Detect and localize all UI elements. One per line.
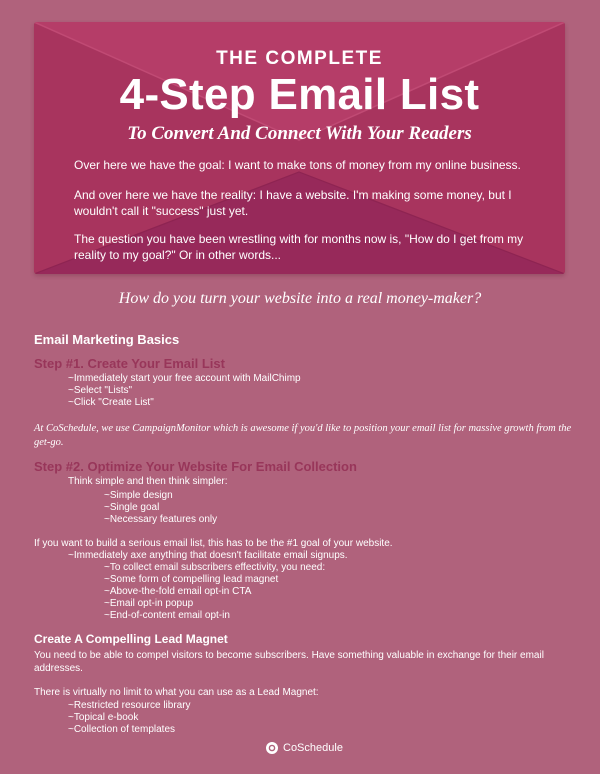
lead-magnet-limit: There is virtually no limit to what you can use as a Lead Magnet: xyxy=(34,687,319,698)
step2-goal: If you want to build a serious email list, this has to be the #1 goal of your website. xyxy=(34,538,393,549)
list-item: ~Single goal xyxy=(104,502,160,513)
step2-intro: Think simple and then think simpler: xyxy=(68,476,228,487)
intro-paragraph-goal: Over here we have the goal: I want to make tons of money from my online business. xyxy=(74,158,521,172)
step2-title: Step #2. Optimize Your Website For Email Collection xyxy=(34,459,357,474)
list-item: ~Restricted resource library xyxy=(68,700,191,711)
main-question: How do you turn your website into a real money-maker? xyxy=(118,290,482,307)
page-title: 4-Step Email List xyxy=(119,70,480,119)
list-item: ~Collection of templates xyxy=(68,724,176,735)
intro-paragraph-question: The question you have been wrestling with for months now is, "How do I get from my reality to my goal?" Or in other words... xyxy=(74,232,524,262)
brand-footer xyxy=(266,742,343,754)
coschedule-logo-icon xyxy=(266,742,278,754)
brand-name: CoSchedule xyxy=(283,742,343,754)
list-item: ~Click "Create List" xyxy=(68,397,154,408)
step2-axe: ~Immediately axe anything that doesn't facilitate email signups. xyxy=(68,550,348,561)
step2-collect: ~To collect email subscribers effectivity, you need: xyxy=(104,562,326,573)
list-item: ~End-of-content email opt-in xyxy=(104,610,230,621)
list-item: ~Necessary features only xyxy=(104,514,218,525)
list-item: ~Select "Lists" xyxy=(68,385,133,396)
list-item: ~Simple design xyxy=(104,490,173,501)
step1-note: At CoSchedule, we use CampaignMonitor which is awesome if you'd like to position your email list for massive growth from the get-go. xyxy=(34,423,572,448)
step1-title: Step #1. Create Your Email List xyxy=(34,356,225,371)
page-subtitle: To Convert And Connect With Your Readers xyxy=(127,123,472,144)
intro-paragraph-reality: And over here we have the reality: I have a website. I'm making some money, but I wouldn't call it "success" just yet. xyxy=(74,188,512,218)
header-kicker: THE COMPLETE xyxy=(216,48,383,69)
lead-magnet-text: You need to be able to compel visitors to become subscribers. Have something valuable in exchange for their email addresses. xyxy=(34,650,544,674)
list-item: ~Immediately start your free account with MailChimp xyxy=(68,373,301,384)
list-item: ~Some form of compelling lead magnet xyxy=(104,574,279,585)
list-item: ~Above-the-fold email opt-in CTA xyxy=(104,586,252,597)
list-item: ~Topical e-book xyxy=(68,712,139,723)
section-heading-basics: Email Marketing Basics xyxy=(34,332,180,347)
list-item: ~Email opt-in popup xyxy=(104,598,194,609)
header-envelope xyxy=(34,22,565,274)
section-heading-lead-magnet: Create A Compelling Lead Magnet xyxy=(34,632,228,646)
